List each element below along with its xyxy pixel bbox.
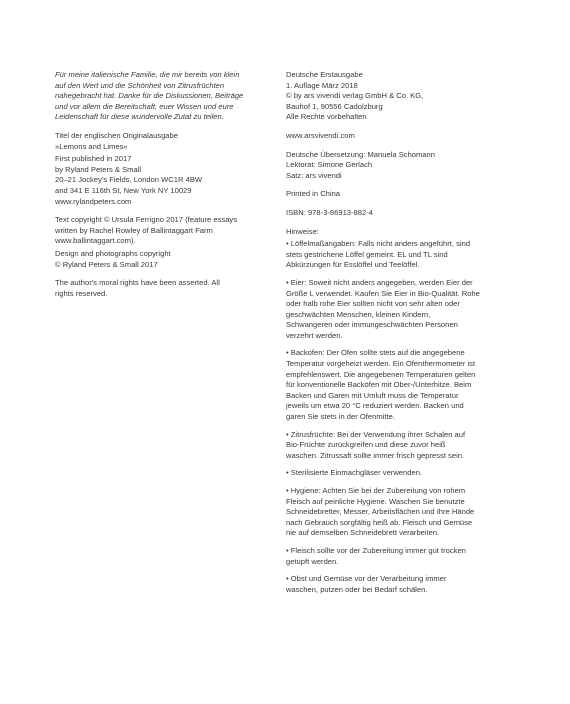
printed-in	[286, 189, 516, 200]
original-title	[55, 131, 265, 152]
note-line: • Eier: Soweit nicht anders angegeben, werden Eier der	[286, 277, 473, 287]
dedication-line: nahegebracht hat. Danke für die Diskussionen, Beiträge	[55, 91, 244, 101]
dedication-line: Leidenschaft für diese wundervolle Zutat zu teilen.	[55, 112, 224, 122]
website	[286, 131, 516, 142]
dedication-line: Für meine italienische Familie, die mir bereits von klein	[55, 70, 240, 79]
note-line: waschen, putzen oder bei Bedarf schälen.	[286, 584, 428, 594]
credits	[286, 150, 516, 182]
note-line: garen Sie stets in der Ofenmitte.	[286, 412, 395, 422]
credit-line: Deutsche Übersetzung: Manuela Schomann	[286, 149, 436, 159]
note-line: • Sterilisierte Einmachgläser verwenden.	[286, 468, 423, 478]
note-line: • Hygiene: Achten Sie bei der Zubereitung von rohem	[286, 486, 466, 495]
publication-line: 20–21 Jockey's Fields, London WC1R 4BW	[55, 175, 203, 185]
credit-line: Satz: ars vivendi	[286, 170, 342, 180]
note-produce	[286, 574, 516, 595]
note-line: verzehrt werden.	[286, 330, 343, 340]
notes-list	[286, 239, 516, 595]
design-copyright-line: © Ryland Peters & Small 2017	[55, 259, 158, 269]
note-line: • Obst und Gemüse vor der Verarbeitung immer	[286, 574, 447, 584]
note-hygiene	[286, 486, 516, 539]
edition-line: © by ars vivendi verlag GmbH & Co. KG,	[286, 91, 424, 101]
notes-heading	[286, 227, 516, 238]
note-line: jeweils um etwa 20 °C reduziert werden. Backen und	[286, 401, 464, 411]
note-line: nach Gebrauch sorgfältig heiß ab. Fleisch und Gemüse	[286, 517, 473, 527]
moral-rights-line: The author's moral rights have been asserted. All	[55, 278, 220, 288]
original-title-line: »Lemons and Limes«	[55, 141, 128, 151]
text-copyright-line: written by Rachel Rowley of Ballintaggart Farm	[55, 225, 213, 235]
credit-line: Lektorat: Simone Gerlach	[286, 160, 373, 170]
original-title-line: Titel der englischen Originalausgabe	[55, 130, 178, 140]
note-line: Schwangeren oder immungeschwächten Personen	[286, 320, 458, 330]
isbn-line: ISBN: 978-3-86913-882-4	[286, 207, 373, 217]
note-jars	[286, 468, 516, 479]
isbn	[286, 208, 516, 219]
right-column	[286, 70, 516, 602]
note-eggs	[286, 278, 516, 342]
publication-line: First published in 2017	[55, 154, 132, 164]
note-line: Temperatur vorgeheizt werden. Ein Ofenthermometer ist	[286, 359, 476, 369]
publication-line: by Ryland Peters & Small	[55, 164, 142, 174]
publisher-website: www.arsvivendi.com	[286, 130, 355, 140]
publication-line: and 341 E 116th St, New York NY 10029	[55, 185, 192, 195]
design-copyright-line: Design and photographs copyright	[55, 248, 171, 258]
text-copyright-line: www.ballintaggart.com).	[55, 236, 136, 246]
note-line: für konventionelle Backöfen mit Ober-/Unterhitze. Beim	[286, 380, 472, 390]
note-line: • Fleisch sollte vor der Zubereitung immer gut trocken	[286, 545, 466, 555]
note-meat	[286, 546, 516, 567]
note-line: Bio-Früchte zurückgreifen und diese zuvor heiß	[286, 440, 446, 450]
text-copyright	[55, 215, 265, 247]
edition-line: 1. Auflage März 2018	[286, 80, 358, 90]
dedication-line: auf den Wert und die Schönheit von Zitrusfrüchten	[55, 80, 225, 90]
note-line: oder halb rohe Eier sollten nicht von sehr alten oder	[286, 299, 460, 309]
dedication-line: und vor allem die Bereitschaft, euer Wissen und eure	[55, 101, 234, 111]
note-line: • Backofen: Der Ofen sollte stets auf die angegebene	[286, 348, 465, 358]
edition-line: Alle Rechte vorbehalten	[286, 112, 367, 122]
left-column	[55, 70, 265, 307]
note-line: stets gestrichene Löffel gemeint. EL und TL sind	[286, 249, 448, 259]
note-spoon-measures	[286, 239, 516, 271]
note-line: Schneidebretter, Messer, Arbeitsflächen und Ihre Hände	[286, 507, 475, 517]
edition-line: Bauhof 1, 90556 Cadolzburg	[286, 101, 383, 111]
note-line: nie auf demselben Schneidebrett verarbeiten.	[286, 528, 440, 538]
moral-rights-line: rights reserved.	[55, 288, 108, 298]
note-line: Backen und Garen mit Umluft muss die Temperatur	[286, 390, 459, 400]
edition-line: Deutsche Erstausgabe	[286, 70, 363, 79]
note-line: • Zitrusfrüchte: Bei der Verwendung ihrer Schalen auf	[286, 429, 466, 439]
note-line: geschwächten Menschen, kleinen Kindern,	[286, 309, 431, 319]
text-copyright-line: Text copyright © Ursula Ferrigno 2017 (feature essays	[55, 215, 238, 225]
note-line: Abkürzungen für Esslöffel und Teelöffel.	[286, 260, 420, 270]
design-copyright	[55, 249, 265, 270]
publisher-url: www.rylandpeters.com	[55, 196, 132, 206]
note-line: waschen. Zitrussaft sollte immer frisch gepresst sein.	[286, 450, 465, 460]
note-line: getupft werden.	[286, 556, 339, 566]
printed-line: Printed in China	[286, 189, 341, 199]
note-line: Fleisch auf peinliche Hygiene. Waschen Sie benutzte	[286, 496, 465, 506]
note-line: • Löffelmaßangaben: Falls nicht anders angeführt, sind	[286, 239, 471, 249]
note-line: empfehlenswert. Die angegebenen Temperaturen gelten	[286, 369, 476, 379]
publication-info	[55, 154, 265, 207]
edition-info	[286, 70, 516, 123]
note-line: Größe L verwendet. Kaufen Sie Eier in Bio-Qualität. Rohe	[286, 288, 480, 298]
dedication	[55, 70, 265, 123]
note-oven	[286, 348, 516, 422]
note-citrus	[286, 430, 516, 462]
moral-rights	[55, 278, 265, 299]
notes-heading-text: Hinweise:	[286, 226, 319, 236]
